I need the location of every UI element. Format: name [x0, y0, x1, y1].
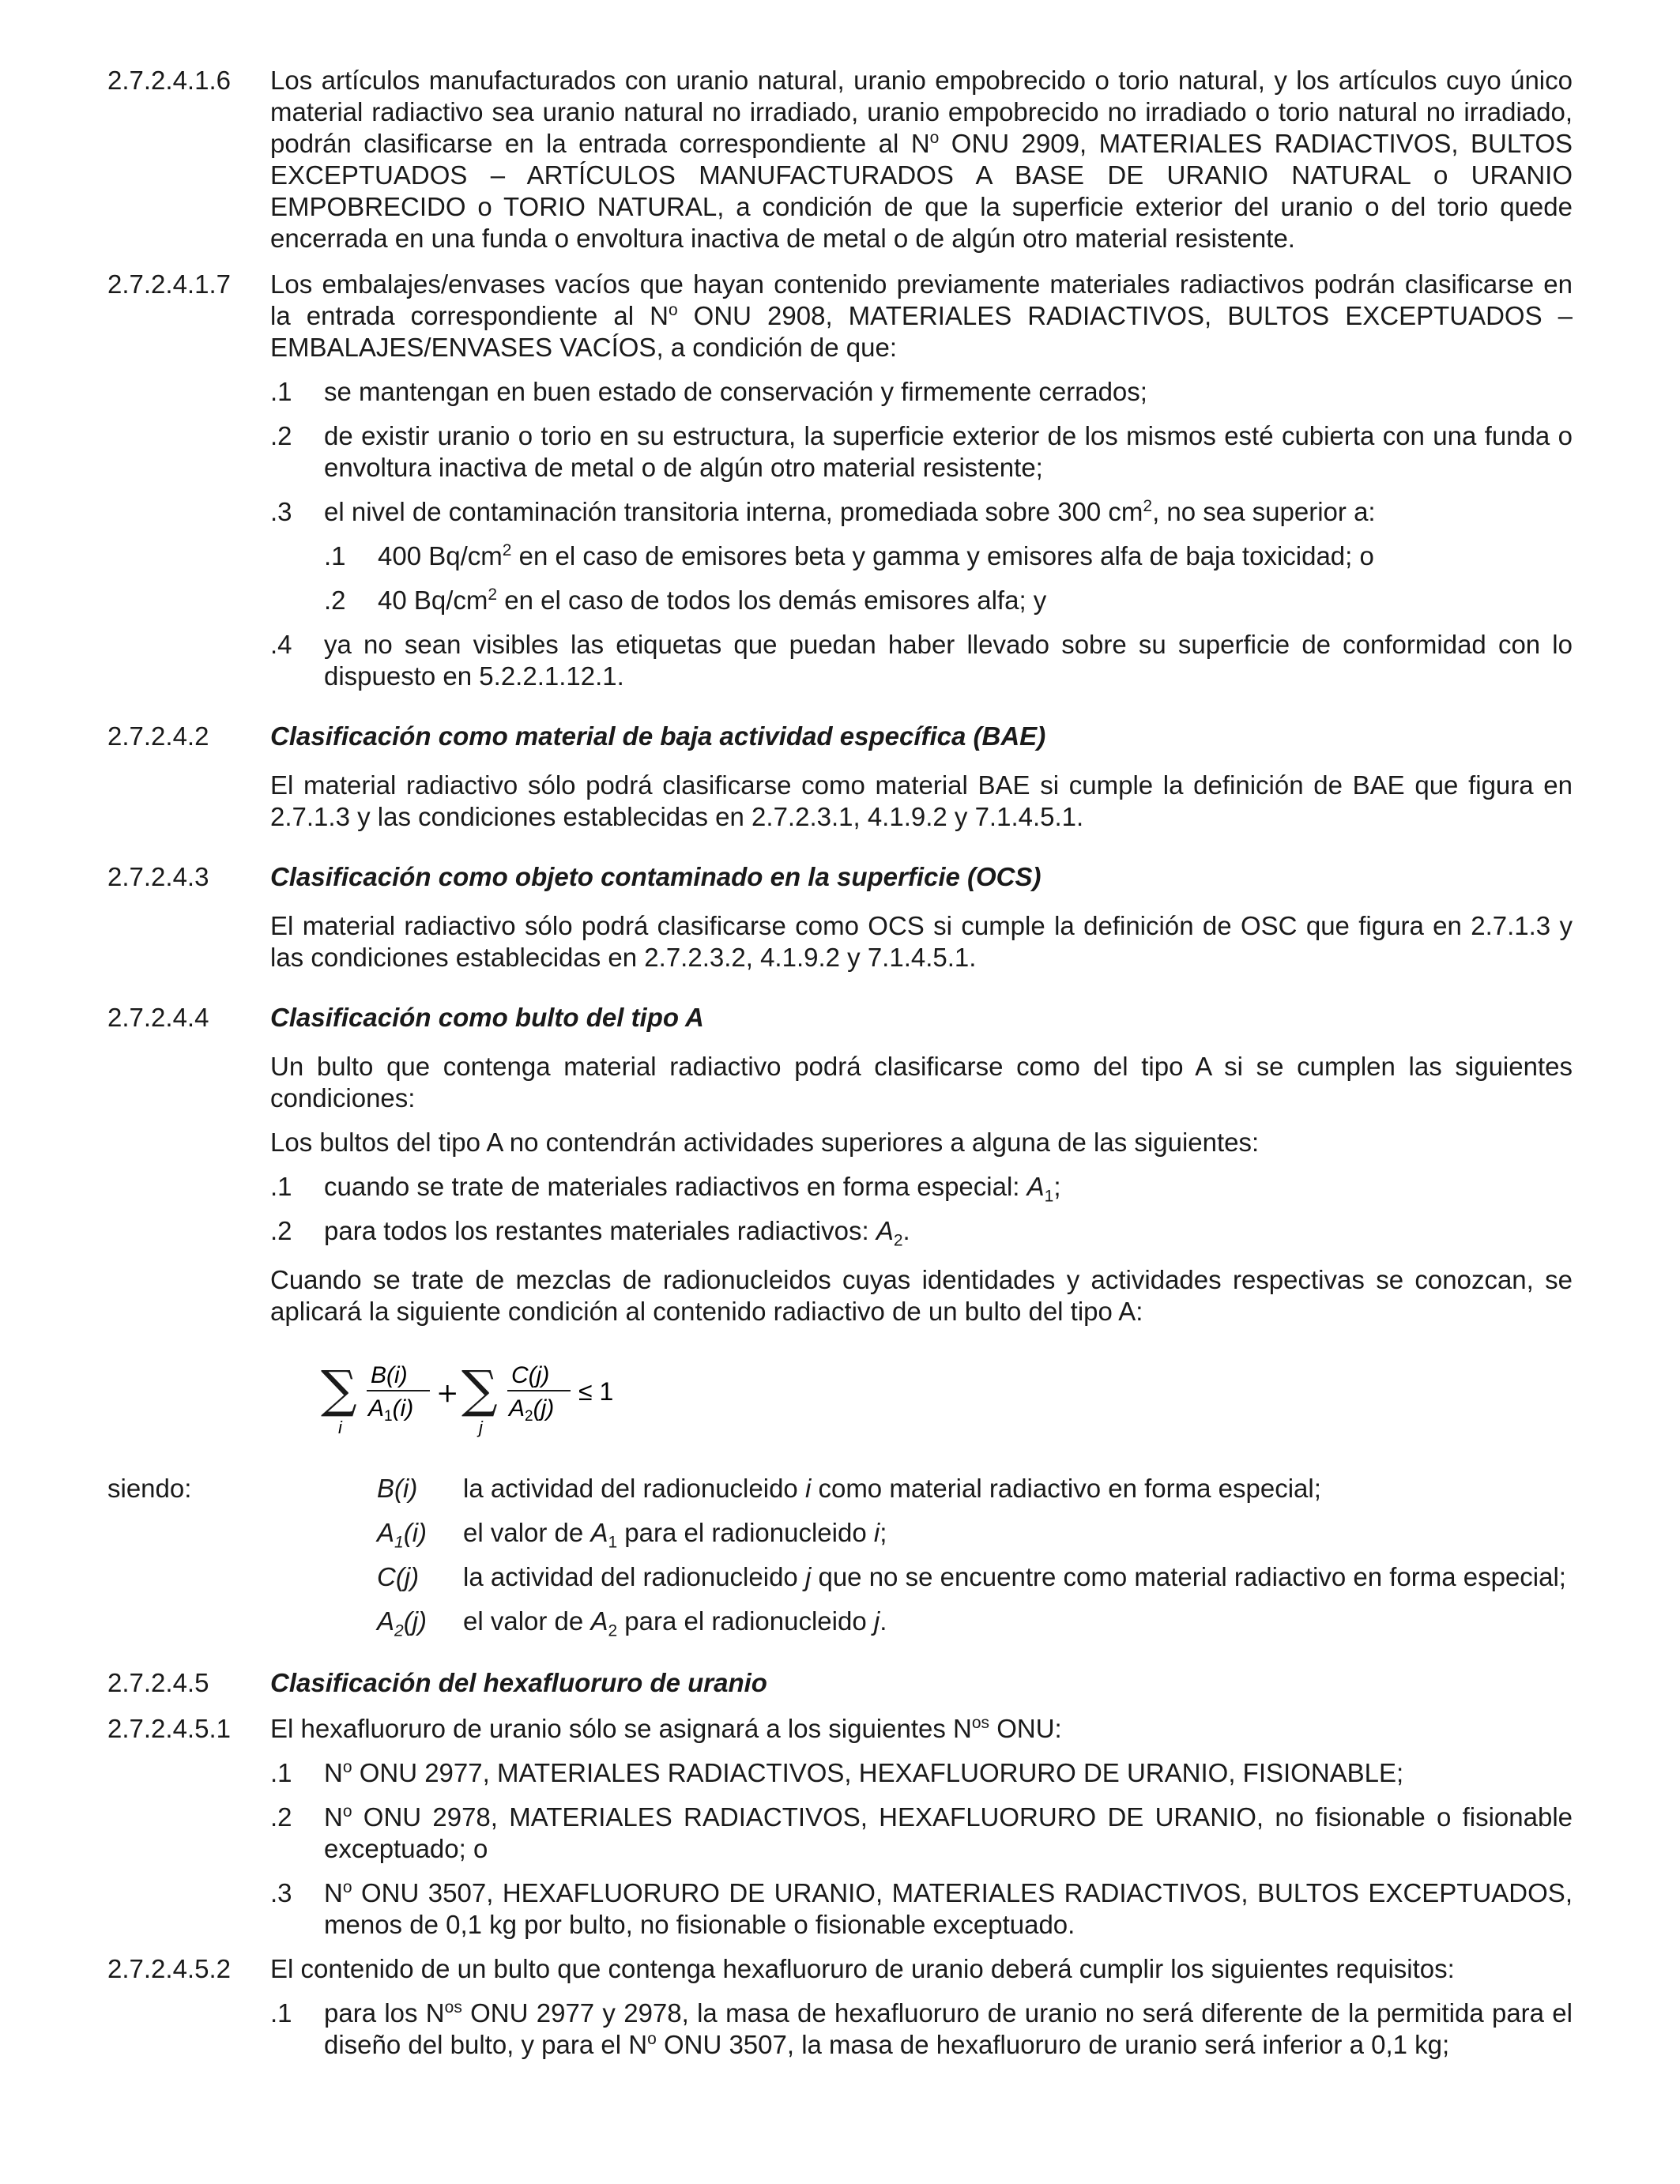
paragraph-text: El material radiactivo sólo podrá clasificarse como material BAE si cumple la definición de BAE que figura en 2.7.1.3 y las condiciones establecidas en 2.7.2.3.1, 4.1.9.2 y 7.1.4.5.1.	[270, 770, 1573, 831]
list-number: .2	[324, 586, 346, 615]
list-number: .1	[270, 1172, 292, 1201]
list-number: .3	[270, 497, 292, 526]
paragraph-text: Los bultos del tipo A no contendrán actividades superiores a alguna de las siguientes:	[270, 1128, 1260, 1157]
section-number: 2.7.2.4.1.6	[107, 66, 231, 95]
list-item: .1 cuando se trate de materiales radiactivos en forma especial: $A_1$;	[270, 1172, 1061, 1206]
paragraph-text: Cuando se trate de mezclas de radionucleidos cuyas identidades y actividades respectivas se conozcan, se aplicará la siguiente condición al contenido radiactivo de un bulto del tipo A:	[270, 1265, 1573, 1326]
section-heading-ocs	[107, 861, 1573, 893]
paragraph-bae	[107, 770, 1573, 833]
list-item: .2 $N^o$ ONU 2978, MATERIALES RADIACTIVOS, HEXAFLUORURO DE URANIO, no fisionable o fisionable exceptuado; o	[270, 1802, 1573, 1863]
list-number: .1	[324, 541, 346, 570]
variable-symbol: C(j)	[377, 1562, 420, 1591]
section-title: Clasificación del hexafluoruro de uranio	[270, 1668, 767, 1697]
section-number: 2.7.2.4.5.1	[107, 1714, 231, 1743]
section-title: Clasificación como bulto del tipo A	[270, 1003, 704, 1032]
paragraph-text: Un bulto que contenga material radiactivo podrá clasificarse como del tipo A si se cumplen las siguientes condiciones:	[270, 1052, 1573, 1113]
variable-description: el valor de $A_2$ para el radionucleido j.	[463, 1606, 887, 1640]
list-item: .3 $N^o$ ONU 3507, HEXAFLUORURO DE URANIO, MATERIALES RADIACTIVOS, BULTOS EXCEPTUADOS, menos de 0,1 kg por bulto, no fisionable o fisionable exceptuado.	[270, 1878, 1573, 1939]
variable-definition	[107, 1473, 1573, 1504]
list-item: .2 de existir uranio o torio en su estructura, la superficie exterior de los mismos esté cubierta con una funda o envoltura inactiva de metal o de algún otro material resistente;	[270, 421, 1573, 482]
paragraph-text: El material radiactivo sólo podrá clasificarse como OCS si cumple la definición de OSC que figura en 2.7.1.3 y las condiciones establecidas en 2.7.2.3.2, 4.1.9.2 y 7.1.4.5.1.	[270, 911, 1573, 972]
section-title: Clasificación como objeto contaminado en la superficie (OCS)	[270, 862, 1042, 891]
variable-symbol: B(i)	[377, 1474, 418, 1503]
paragraph-tipo-a-1	[107, 1051, 1573, 1114]
paragraph-2-7-2-4-1-7	[107, 269, 1573, 363]
section-number: 2.7.2.4.4	[107, 1003, 209, 1032]
document-page	[107, 65, 1573, 2061]
fraction1-numerator: B(i)	[371, 1362, 408, 1388]
variable-description: el valor de $A_1$ para el radionucleido i;	[463, 1518, 887, 1552]
section-heading-tipo-a	[107, 1002, 1573, 1034]
section-number: 2.7.2.4.5	[107, 1668, 209, 1697]
variable-definition	[107, 1561, 1573, 1593]
section-number: 2.7.2.4.2	[107, 721, 209, 751]
variable-description: la actividad del radionucleido j que no se encuentre como material radiactivo en forma especial;	[463, 1562, 1566, 1591]
inequality: ≤ 1	[578, 1377, 614, 1406]
paragraph-tipo-a-3	[107, 1264, 1573, 1327]
sub-list-item: .2 40 $Bq/cm^2$ en el caso de todos los demás emisores alfa; y	[324, 586, 1047, 615]
variable-definition	[107, 1606, 1573, 1640]
variable-symbol: $A_2(j)$	[377, 1606, 428, 1640]
section-number: 2.7.2.4.1.7	[107, 269, 231, 299]
variable-description: la actividad del radionucleido i como material radiactivo en forma especial;	[463, 1474, 1321, 1503]
list-item: .2 para todos los restantes materiales radiactivos: $A_2$.	[270, 1216, 910, 1250]
list-item: .4 ya no sean visibles las etiquetas que puedan haber llevado sobre su superficie de conformidad con lo dispuesto en 5.2.2.1.12.1.	[270, 630, 1573, 691]
list-number: .2	[270, 421, 292, 450]
list-item: .3 el nivel de contaminación transitoria interna, promediada sobre 300 $cm^2$, no sea superior a:	[270, 497, 1376, 526]
paragraph-2-7-2-4-1-6	[107, 65, 1573, 254]
paragraph-2-7-2-4-5-2	[107, 1953, 1573, 1985]
section-number: 2.7.2.4.3	[107, 862, 209, 891]
list-number: .2	[270, 1802, 292, 1832]
paragraph-ocs	[107, 910, 1573, 973]
sub-list-item: .1 400 $Bq/cm^2$ en el caso de emisores beta y gamma y emisores alfa de baja toxicidad; o	[324, 541, 1374, 570]
formula-graphic	[321, 1354, 732, 1441]
summation-formula	[321, 1354, 1573, 1441]
fraction2-denominator: $A_2(j)$	[509, 1395, 555, 1425]
list-item: .1 para los $N^{os}$ ONU 2977 y 2978, la masa de hexafluoruro de uranio no será diferente de la permitida para el diseño del bulto, y para el $N^o$ ONU 3507, la masa de hexafluoruro de uranio será inferior a 0,1 kg;	[270, 1998, 1573, 2059]
paragraph-2-7-2-4-5-1	[107, 1713, 1573, 1745]
list-number: .2	[270, 1216, 292, 1245]
list-number: .1	[270, 1758, 292, 1787]
list-item: .1 $N^o$ ONU 2977, MATERIALES RADIACTIVOS, HEXAFLUORURO DE URANIO, FISIONABLE;	[270, 1758, 1404, 1787]
sigma-symbol: ∑	[321, 1361, 357, 1419]
fraction2-numerator: C(j)	[511, 1362, 550, 1388]
list-number: .4	[270, 630, 292, 659]
list-item: .1 se mantengan en buen estado de conservación y firmemente cerrados;	[270, 377, 1147, 406]
variable-symbol: $A_1(i)$	[377, 1518, 428, 1552]
list-number: .3	[270, 1878, 292, 1907]
variable-definition	[107, 1517, 1573, 1552]
section-heading-hexafluoruro	[107, 1667, 1573, 1699]
paragraph-text: El hexafluoruro de uranio sólo se asignará a los siguientes $N^{os}$ ONU:	[270, 1714, 1062, 1743]
sum-index-i: i	[338, 1418, 342, 1437]
fraction1-denominator: $A_1(i)$	[368, 1395, 414, 1425]
paragraph-tipo-a-2	[107, 1127, 1573, 1158]
plus-sign: +	[436, 1377, 459, 1409]
section-number: 2.7.2.4.5.2	[107, 1954, 231, 1983]
paragraph-text: Los artículos manufacturados con uranio natural, uranio empobrecido o torio natural, y los artículos cuyo único material radiactivo sea uranio natural no irradiado, uranio empobrecido no irradiado o torio natural no irradiado, podrán clasificarse en la entrada correspondiente al $N^o$ ONU 2909, MATERIALES RADIACTIVOS, BULTOS EXCEPTUADOS – ARTÍCULOS MANUFACTURADOS A BASE DE URANIO NATURAL o URANIO EMPOBRECIDO o TORIO NATURAL, a condición de que la superficie exterior del uranio o del torio quede encerrada en una funda o envoltura inactiva de metal o de algún otro material resistente.	[270, 66, 1573, 253]
list-number: .1	[270, 377, 292, 406]
list-number: .1	[270, 1998, 292, 2028]
section-title: Clasificación como material de baja actividad específica (BAE)	[270, 721, 1046, 751]
sum-index-j: j	[479, 1418, 483, 1437]
where-label: siendo:	[107, 1474, 192, 1503]
sigma-symbol: ∑	[461, 1361, 498, 1419]
paragraph-text: El contenido de un bulto que contenga hexafluoruro de uranio deberá cumplir los siguientes requisitos:	[270, 1954, 1455, 1983]
section-heading-bae	[107, 721, 1573, 752]
paragraph-text: Los embalajes/envases vacíos que hayan contenido previamente materiales radiactivos podrán clasificarse en la entrada correspondiente al $N^o$ ONU 2908, MATERIALES RADIACTIVOS, BULTOS EXCEPTUADOS – EMBALAJES/ENVASES VACÍOS, a condición de que:	[270, 269, 1573, 362]
